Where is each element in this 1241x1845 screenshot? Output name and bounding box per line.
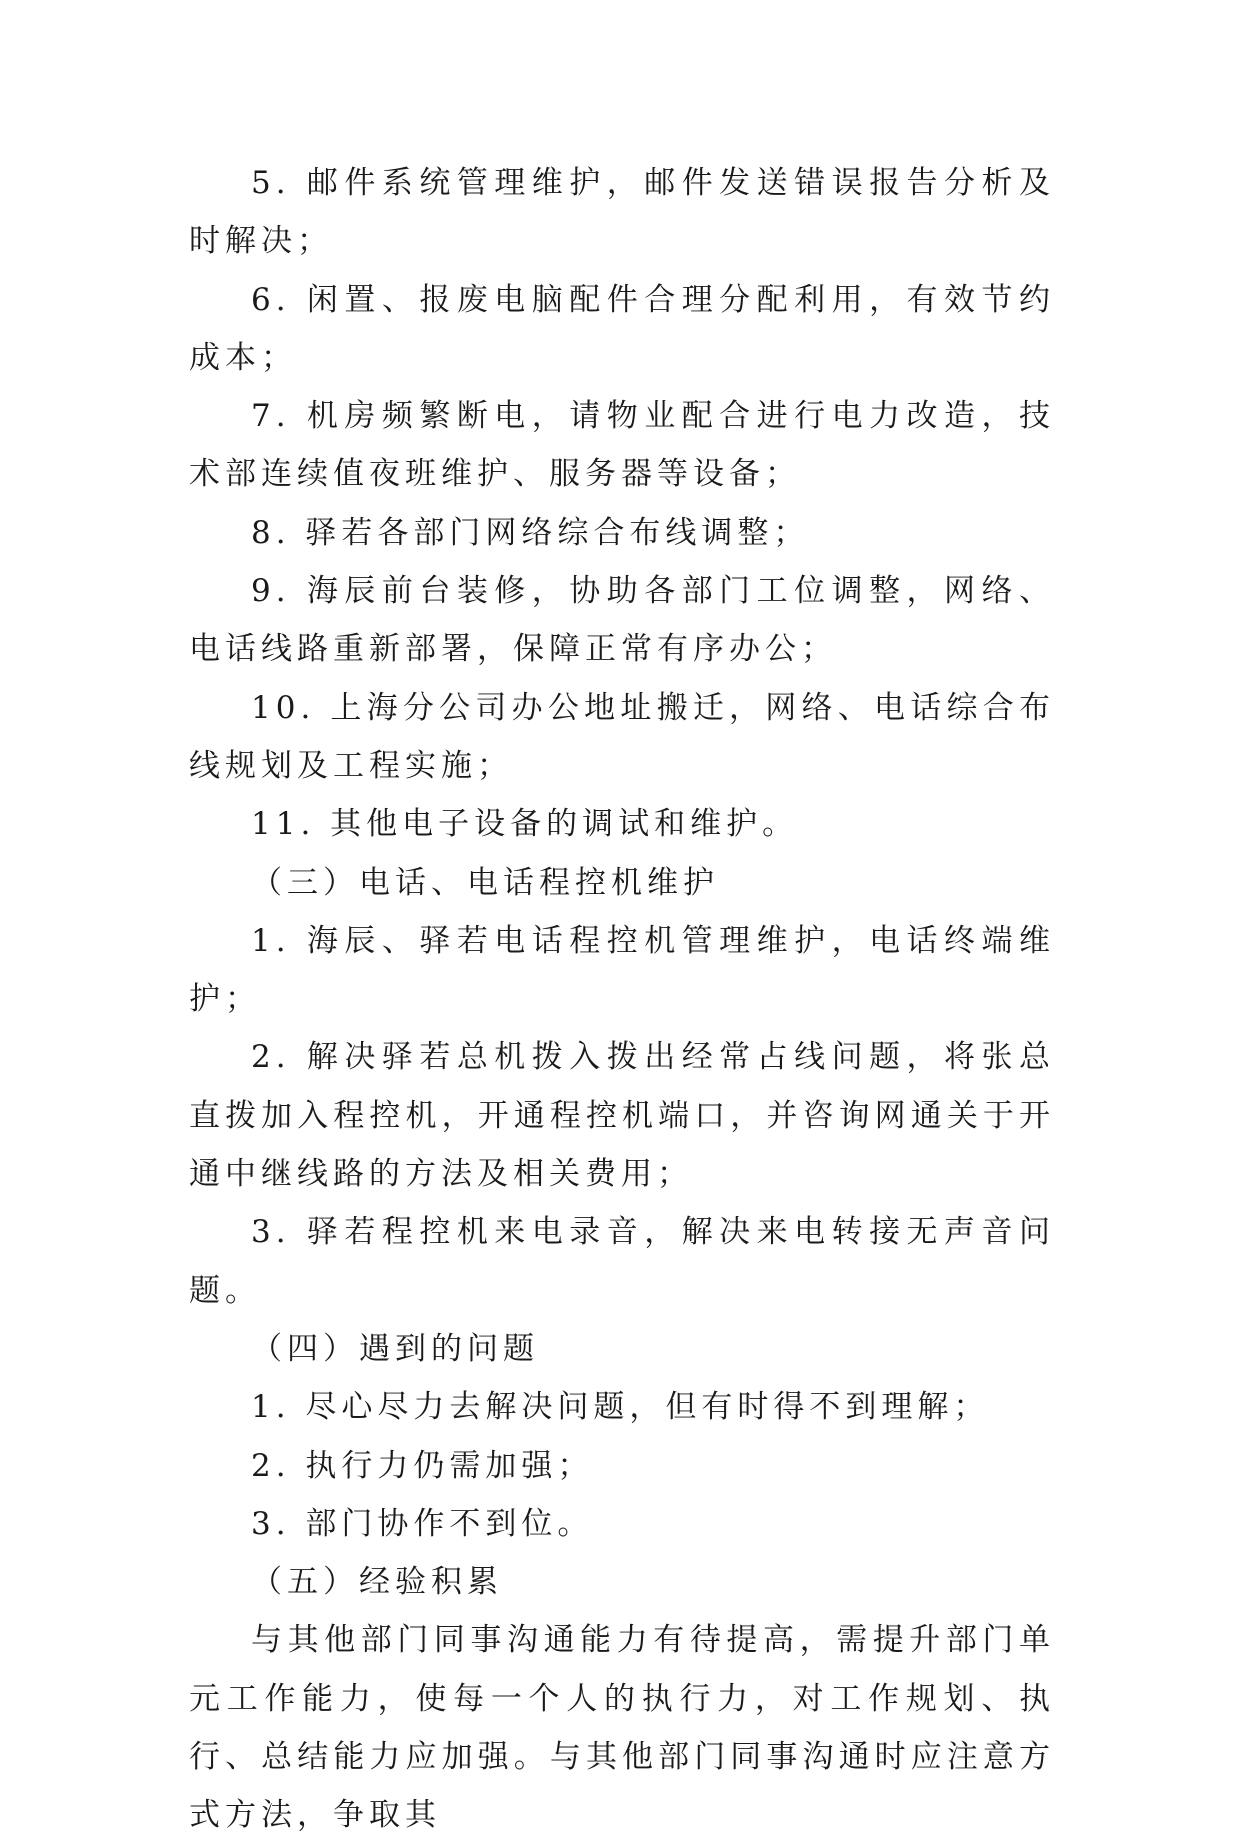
- list-item-2: 2. 执行力仍需加强；: [251, 1447, 594, 1484]
- body-paragraph: 与其他部门同事沟通能力有待提高，需提升部门单元工作能力，使每一个人的执行力，对工作规划、执行、总结能力应加强。与其他部门同事沟通时应注意方式方法，争取其: [189, 1622, 1055, 1834]
- list-item-6: 6. 闲置、报废电脑配件合理分配利用，有效节约成本；: [189, 281, 1055, 376]
- section-heading-3: （三）电话、电话程控机维护: [251, 864, 719, 901]
- list-item-1: 1. 尽心尽力去解决问题，但有时得不到理解；: [251, 1389, 990, 1426]
- list-item-3: 3. 驿若程控机来电录音，解决来电转接无声音问题。: [189, 1214, 1055, 1309]
- list-item-5: 5. 邮件系统管理维护，邮件发送错误报告分析及时解决；: [189, 165, 1055, 260]
- list-item-1: 1. 海辰、驿若电话程控机管理维护，电话终端维护；: [189, 922, 1055, 1018]
- list-item-8: 8. 驿若各部门网络综合布线调整；: [251, 514, 810, 551]
- section-heading-4: （四）遇到的问题: [251, 1330, 539, 1367]
- document-body: [189, 154, 1055, 1845]
- list-item-11: 11. 其他电子设备的调试和维护。: [251, 806, 799, 843]
- list-item-3: 3. 部门协作不到位。: [251, 1505, 594, 1542]
- section-heading-5: （五）经验积累: [251, 1564, 503, 1601]
- list-item-9: 9. 海辰前台装修，协助各部门工位调整，网络、电话线路重新部署，保障正常有序办公；: [189, 573, 1055, 668]
- list-item-2: 2. 解决驿若总机拨入拨出经常占线问题，将张总直拨加入程控机，开通程控机端口，并咨询网通关于开通中继线路的方法及相关费用；: [189, 1039, 1055, 1193]
- list-item-7: 7. 机房频繁断电，请物业配合进行电力改造，技术部连续值夜班维护、服务器等设备；: [189, 398, 1055, 493]
- list-item-10: 10. 上海分公司办公地址搬迁，网络、电话综合布线规划及工程实施；: [189, 689, 1055, 784]
